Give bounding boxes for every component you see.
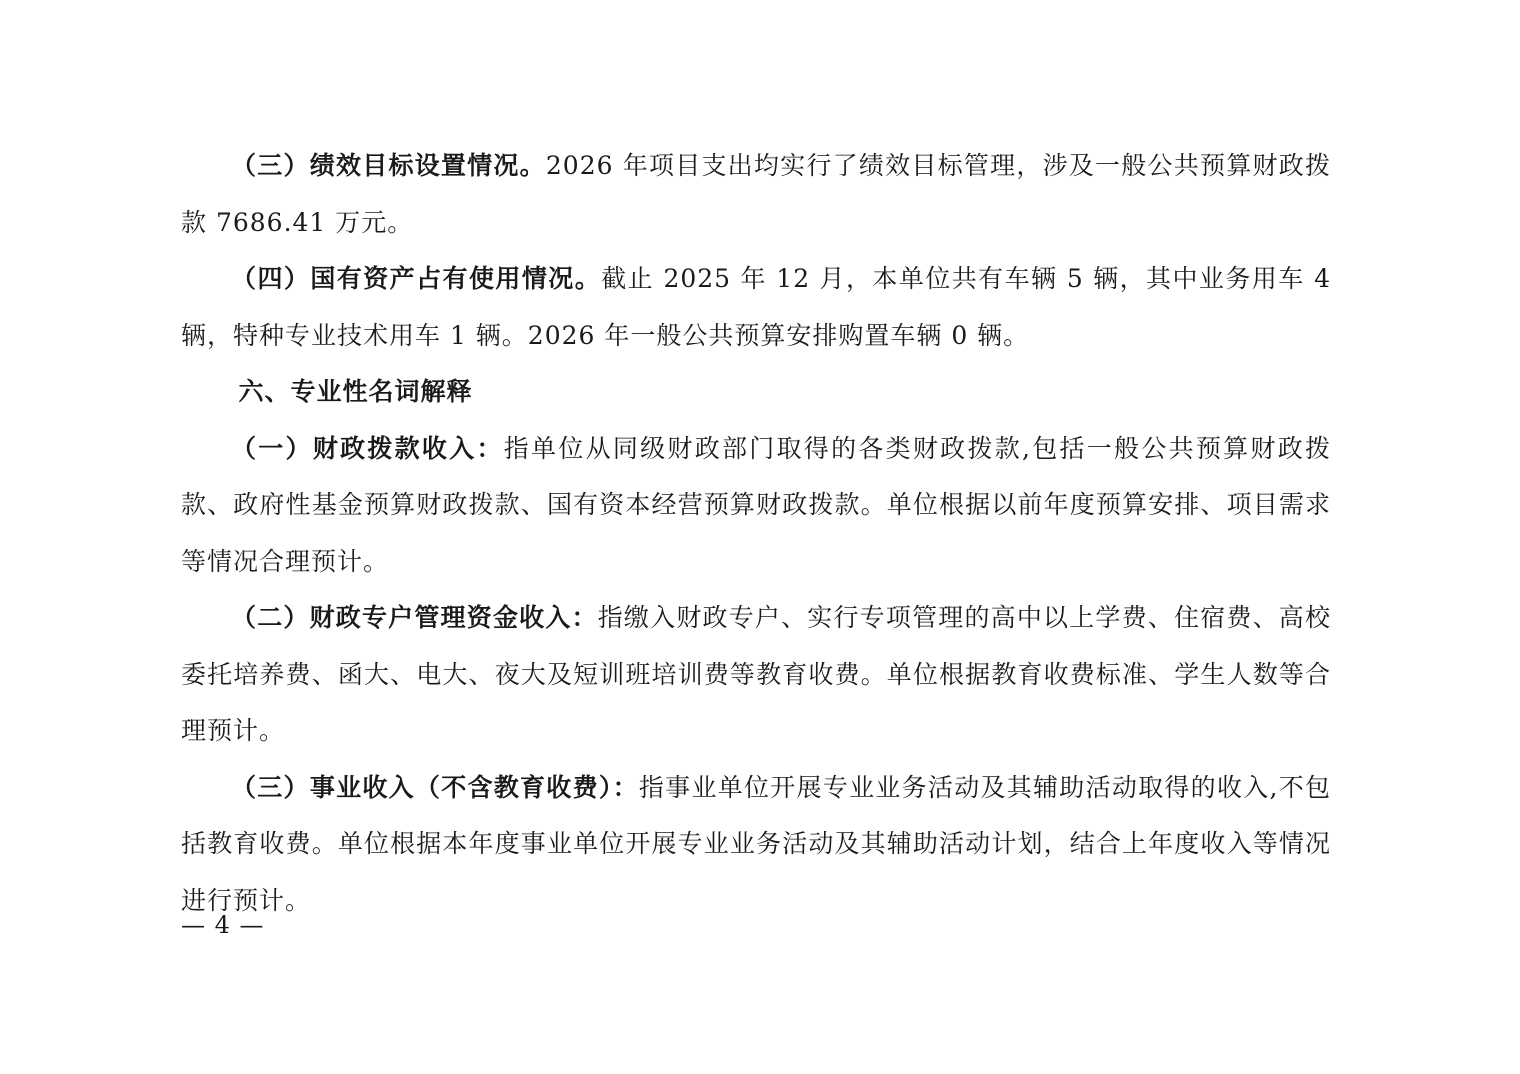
paragraph-lead: （四）国有资产占有使用情况。: [231, 264, 602, 293]
paragraph-text: 截止 2025 年 12 月，本单位共有车辆 5 辆，其中业务用车 4 辆，特种专业技术用车 1 辆。2026 年一般公共预算安排购置车辆 0 辆。: [181, 264, 1331, 350]
definition-business-income: [181, 760, 1331, 930]
definition-special-account-funds: [181, 590, 1331, 760]
paragraph-performance-goals: [181, 138, 1331, 251]
definition-text: 指事业单位开展专业业务活动及其辅助活动取得的收入,不包括教育收费。单位根据本年度事业单位开展专业业务活动及其辅助活动计划，结合上年度收入等情况进行预计。: [181, 772, 1331, 915]
page-number: — 4 —: [181, 911, 265, 939]
definition-text: 指单位从同级财政部门取得的各类财政拨款,包括一般公共预算财政拨款、政府性基金预算财政拨款、国有资本经营预算财政拨款。单位根据以前年度预算安排、项目需求等情况合理预计。: [181, 433, 1331, 576]
paragraph-state-assets: [181, 251, 1331, 364]
definition-term: （二）财政专户管理资金收入：: [231, 603, 598, 632]
definition-term: （一）财政拨款收入：: [231, 433, 504, 463]
definition-text: 指缴入财政专户、实行专项管理的高中以上学费、住宿费、高校委托培养费、函大、电大、夜大及短训班培训费等教育收费。单位根据教育收费标准、学生人数等合理预计。: [181, 603, 1331, 745]
section-heading: 六、专业性名词解释: [238, 377, 473, 406]
document-body: [181, 138, 1331, 929]
paragraph-text: 2026 年项目支出均实行了绩效目标管理，涉及一般公共预算财政拨款 7686.41 万元。: [181, 151, 1331, 237]
paragraph-lead: （三）绩效目标设置情况。: [231, 151, 546, 180]
definition-term: （三）事业收入（不含教育收费）：: [231, 772, 639, 802]
definition-fiscal-appropriation: [181, 421, 1331, 591]
